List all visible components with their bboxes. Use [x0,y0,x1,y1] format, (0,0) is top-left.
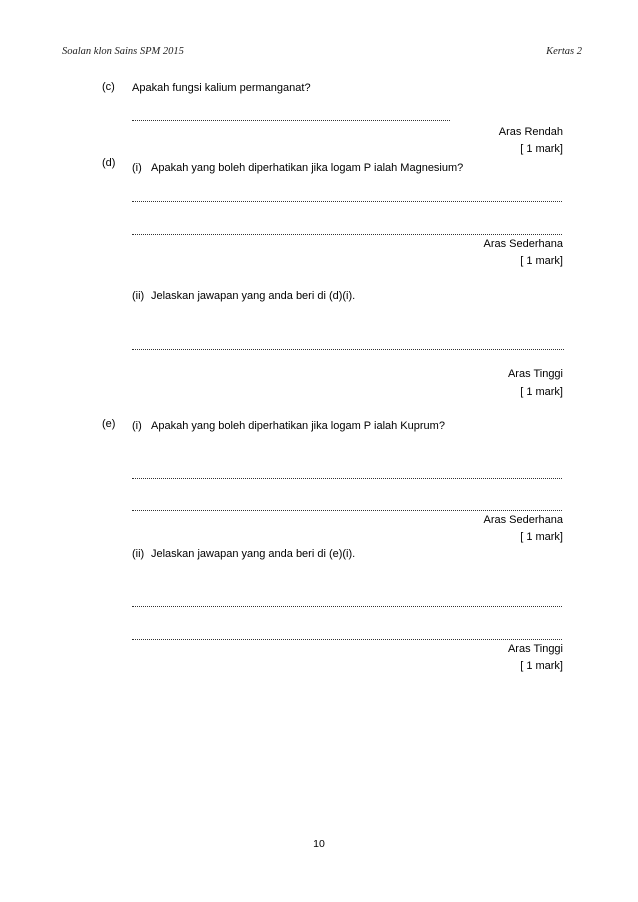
answer-line-d-i-2[interactable] [132,226,562,235]
question-c-text: Apakah fungsi kalium permanganat? [132,82,311,94]
question-d-i-text: Apakah yang boleh diperhatikan jika logam P ialah Magnesium? [151,162,464,174]
question-d-ii-text: Jelaskan jawapan yang anda beri di (d)(i). [151,290,356,302]
question-d-ii-mark: [ 1 mark] [520,386,563,398]
header-title: Soalan klon Sains SPM 2015 [62,46,184,57]
question-d-i-label: (i) [132,162,142,174]
question-d-label: (d) [102,157,116,169]
question-e-ii-text: Jelaskan jawapan yang anda beri di (e)(i). [151,548,356,560]
question-e-i-text: Apakah yang boleh diperhatikan jika logam P ialah Kuprum? [151,420,445,432]
answer-line-d-ii[interactable] [132,341,564,350]
question-e-label: (e) [102,418,116,430]
question-e-ii-label: (ii) [132,548,145,560]
page-number: 10 [313,838,325,850]
question-e-i-level: Aras Sederhana [483,514,563,526]
question-e-i-label: (i) [132,420,142,432]
answer-line-e-i-1[interactable] [132,470,562,479]
question-c-level: Aras Rendah [498,126,563,138]
question-c-mark: [ 1 mark] [520,143,563,155]
answer-line-e-ii-1[interactable] [132,598,562,607]
question-d-ii-label: (ii) [132,290,145,302]
question-e-i-mark: [ 1 mark] [520,531,563,543]
question-e-ii-mark: [ 1 mark] [520,660,563,672]
question-c-label: (c) [102,81,115,93]
answer-line-c[interactable] [132,112,450,121]
question-d-i-level: Aras Sederhana [483,238,563,250]
header-paper: Kertas 2 [546,46,582,57]
answer-line-e-ii-2[interactable] [132,631,562,640]
question-d-ii-level: Aras Tinggi [507,368,563,380]
question-e-ii-level: Aras Tinggi [507,643,563,655]
answer-line-e-i-2[interactable] [132,502,562,511]
question-d-i-mark: [ 1 mark] [520,255,563,267]
answer-line-d-i-1[interactable] [132,193,562,202]
